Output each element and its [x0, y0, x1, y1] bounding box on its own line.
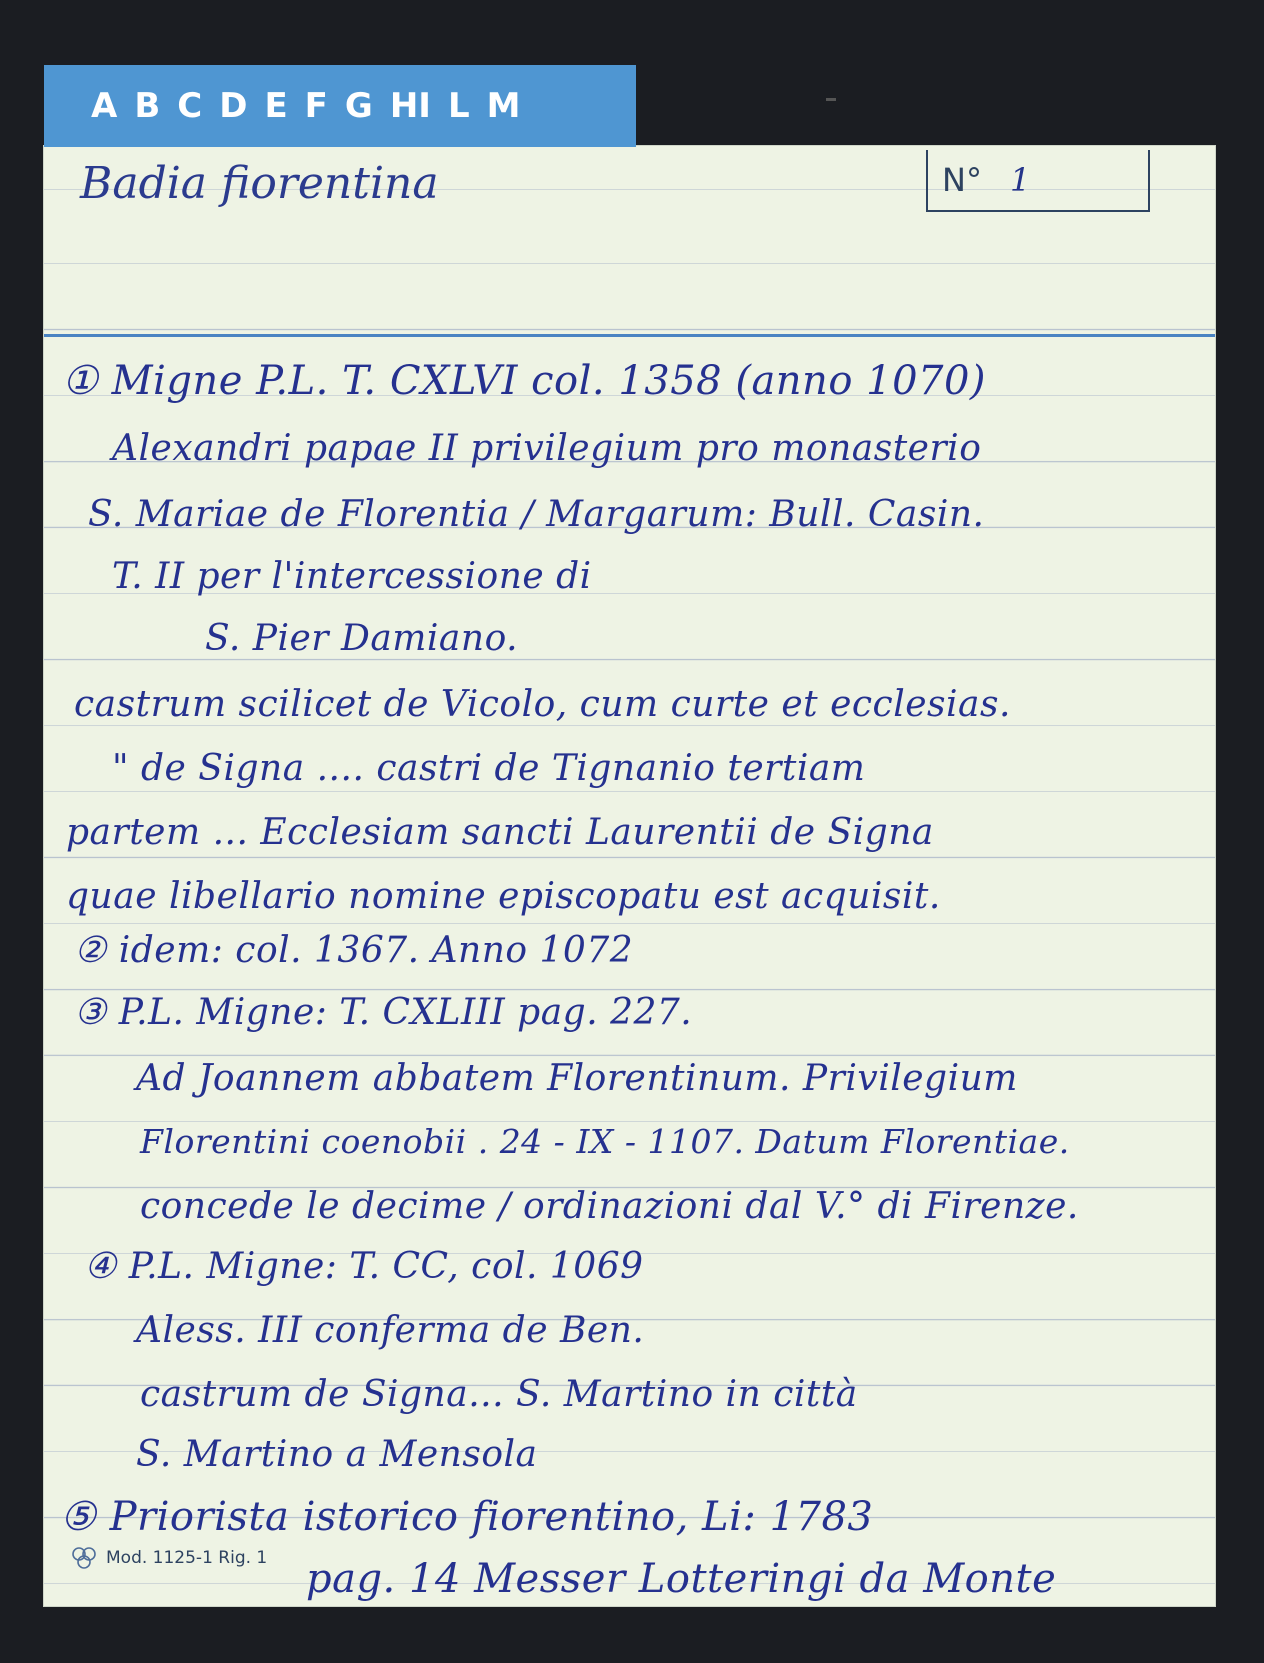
note-line: Florentini coenobii . 24 - IX - 1107. Datum Florentiae.	[140, 1122, 1070, 1161]
note-line: quae libellario nomine episcopatu est acquisit.	[66, 876, 941, 917]
note-line: concede le decime / ordinazioni dal V.° di Firenze.	[140, 1186, 1079, 1227]
note-line: partem ... Ecclesiam sancti Laurentii de Signa	[66, 812, 934, 853]
index-letter: HI	[389, 86, 431, 126]
note-line: Ad Joannem abbatem Florentinum. Privilegium	[136, 1058, 1018, 1099]
note-line: T. II per l'intercessione di	[112, 556, 592, 597]
note-line: ① Migne P.L. T. CXLVI col. 1358 (anno 1070)	[62, 358, 987, 404]
note-line: S. Pier Damiano.	[205, 618, 519, 659]
note-line: S. Mariae de Florentia / Margarum: Bull. Casin.	[88, 494, 985, 535]
note-line: S. Martino a Mensola	[136, 1434, 538, 1475]
note-line: " de Signa .... castri de Tignanio tertiam	[112, 748, 866, 789]
index-letter: B	[134, 86, 161, 126]
note-line: ④ P.L. Migne: T. CC, col. 1069	[84, 1246, 644, 1287]
index-letter: A	[91, 86, 118, 126]
form-footer	[70, 1545, 267, 1571]
index-letter: M	[486, 86, 521, 126]
note-line: pag. 14 Messer Lotteringi da Monte	[306, 1556, 1057, 1602]
note-line: castrum de Signa... S. Martino in città	[140, 1374, 858, 1415]
card-title: Badia fiorentina	[80, 158, 439, 209]
index-letter: G	[344, 86, 373, 126]
note-line: ③ P.L. Migne: T. CXLIII pag. 227.	[74, 992, 693, 1033]
index-letter: D	[219, 86, 248, 126]
note-line: Aless. III conferma de Ben.	[136, 1310, 645, 1351]
index-letter: L	[447, 86, 470, 126]
index-letter: C	[177, 86, 203, 126]
note-line: castrum scilicet de Vicolo, cum curte et ecclesias.	[74, 684, 1011, 725]
index-letter: F	[304, 86, 328, 126]
index-letter: E	[264, 86, 288, 126]
number-value: 1	[1009, 161, 1031, 199]
printer-logo-icon	[70, 1545, 98, 1571]
number-label: N°	[942, 161, 982, 199]
form-code: Mod. 1125-1 Rig. 1	[106, 1548, 268, 1568]
note-line: Alexandri papae II privilegium pro monasterio	[112, 428, 982, 469]
note-line: ⑤ Priorista istorico fiorentino, Li: 1783	[60, 1494, 874, 1540]
note-line: ② idem: col. 1367. Anno 1072	[74, 930, 634, 971]
